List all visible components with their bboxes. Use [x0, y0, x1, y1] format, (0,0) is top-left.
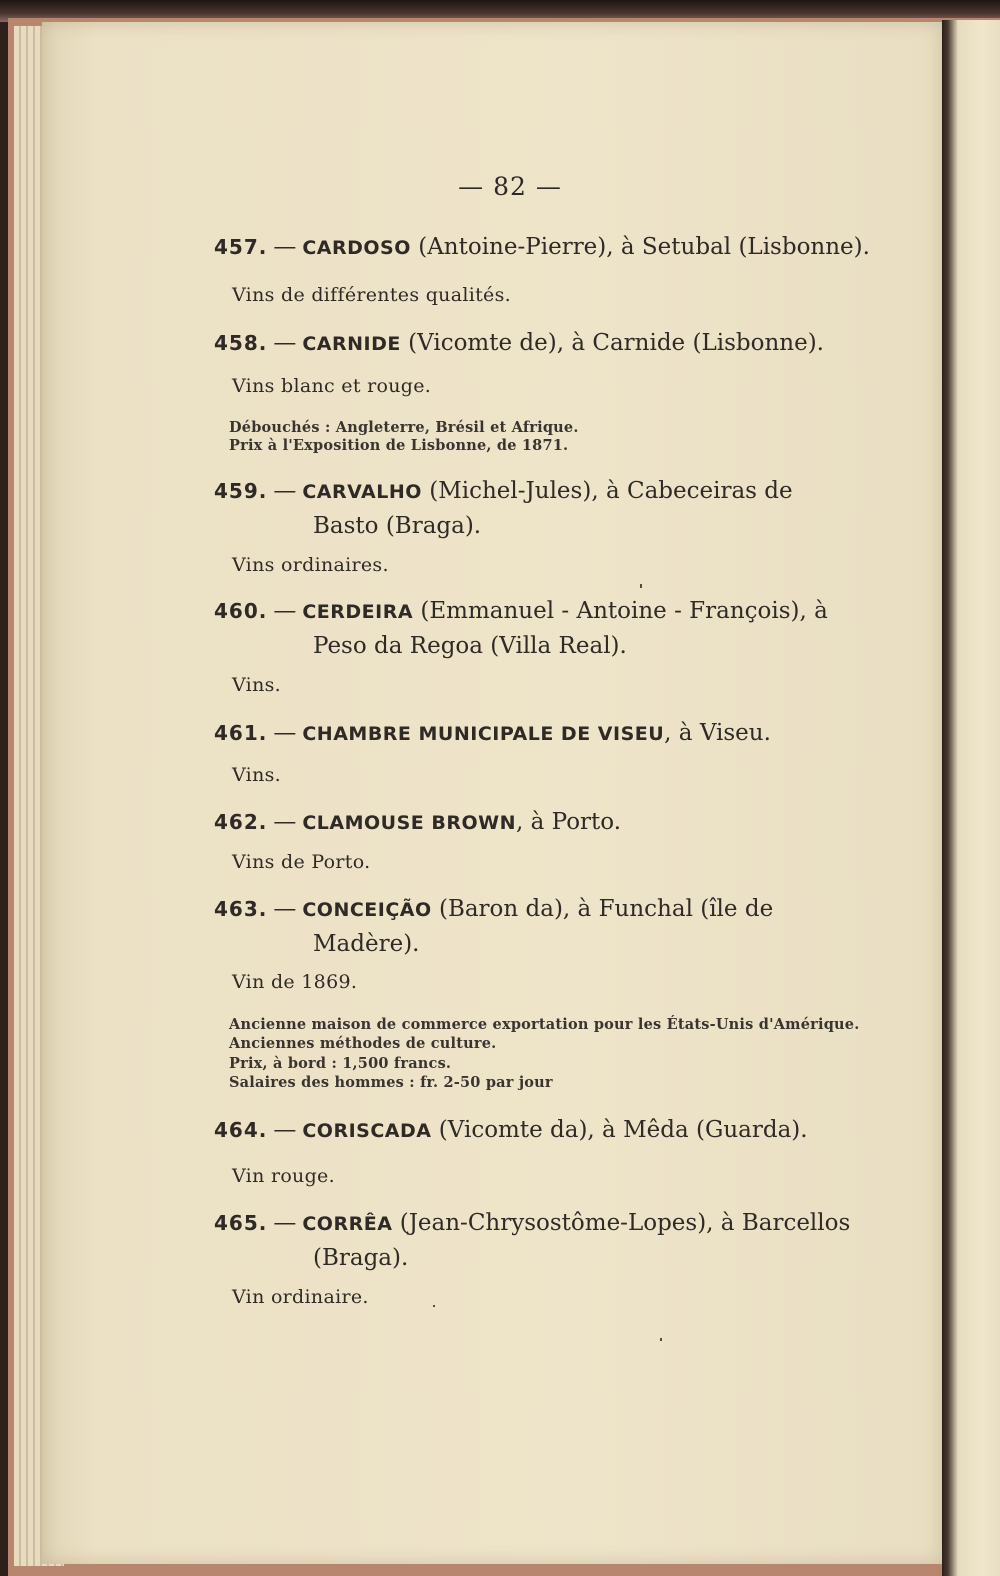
- entry-459-description: Vins ordinaires.: [232, 554, 389, 576]
- entry-details: (Antoine-Pierre), à Setubal (Lisbonne).: [410, 234, 870, 260]
- entry-name: CARVALHO: [302, 481, 422, 503]
- entry-dash: —: [273, 598, 297, 624]
- entry-number: 457.: [214, 235, 268, 259]
- entry-name: CARNIDE: [302, 333, 401, 355]
- entry-463-note-2: Anciennes méthodes de culture.: [229, 1035, 497, 1052]
- entry-details: (Vicomte de), à Carnide (Lisbonne).: [400, 330, 824, 356]
- entry-heading: [214, 326, 854, 361]
- entry-457: [214, 230, 870, 265]
- entry-continuation: Peso da Regoa (Villa Real).: [313, 633, 627, 659]
- entry-number: 460.: [214, 599, 268, 623]
- entry-name: CORRÊA: [302, 1213, 393, 1235]
- entry-dash: —: [273, 330, 297, 356]
- entry-dash: —: [273, 478, 297, 504]
- entry-460: [214, 594, 854, 663]
- entry-heading: [214, 805, 854, 840]
- entry-465: [214, 1206, 854, 1275]
- entry-dash: —: [273, 809, 297, 835]
- entry-details: (Jean-Chrysostôme-Lopes), à Barcellos: [392, 1210, 851, 1236]
- entry-462: [214, 805, 854, 840]
- entry-458: [214, 326, 854, 361]
- entry-463-description: Vin de 1869.: [232, 971, 358, 993]
- entry-heading: [214, 1206, 854, 1241]
- entry-name: CONCEIÇÃO: [302, 899, 432, 921]
- entry-name: CHAMBRE MUNICIPALE DE VISEU: [302, 723, 665, 745]
- ink-speck: [660, 1338, 662, 1341]
- entry-number: 458.: [214, 331, 268, 355]
- entry-458-note-2: Prix à l'Exposition de Lisbonne, de 1871.: [229, 437, 569, 454]
- entry-heading: [214, 594, 854, 629]
- entry-details: (Baron da), à Funchal (île de: [431, 896, 774, 922]
- entry-details: , à Porto.: [516, 809, 622, 835]
- entry-463-note-4: Salaires des hommes : fr. 2-50 par jour: [229, 1074, 553, 1091]
- entry-details: , à Viseu.: [664, 720, 771, 746]
- entry-continuation: Basto (Braga).: [313, 513, 482, 539]
- entry-continuation: (Braga).: [313, 1245, 409, 1271]
- entry-heading: [214, 474, 854, 509]
- entry-462-description: Vins de Porto.: [232, 851, 371, 873]
- entry-details: (Vicomte da), à Mêda (Guarda).: [431, 1117, 808, 1143]
- entry-460-description: Vins.: [232, 674, 281, 696]
- entry-details: (Michel-Jules), à Cabeceiras de: [421, 478, 793, 504]
- entry-461: [214, 716, 854, 751]
- entry-dash: —: [273, 234, 297, 260]
- entry-details: (Emmanuel - Antoine - François), à: [413, 598, 828, 624]
- entry-number: 459.: [214, 479, 268, 503]
- entry-heading: [214, 716, 854, 751]
- entry-number: 463.: [214, 897, 268, 921]
- entry-name: CARDOSO: [302, 237, 411, 259]
- entry-number: 462.: [214, 810, 268, 834]
- entry-464-description: Vin rouge.: [232, 1165, 335, 1187]
- entry-457-description: Vins de différentes qualités.: [232, 284, 511, 306]
- entry-heading: [214, 1113, 854, 1148]
- entry-dash: —: [273, 1117, 297, 1143]
- entry-heading: [214, 892, 854, 927]
- entry-name: CLAMOUSE BROWN: [302, 812, 517, 834]
- entry-number: 461.: [214, 721, 268, 745]
- entry-continuation: Madère).: [313, 931, 420, 957]
- entry-463-note-3: Prix, à bord : 1,500 francs.: [229, 1055, 452, 1072]
- entry-464: [214, 1113, 854, 1148]
- entry-name: CORISCADA: [302, 1120, 432, 1142]
- entry-459: [214, 474, 854, 543]
- entry-461-description: Vins.: [232, 764, 281, 786]
- entry-465-description: Vin ordinaire.: [232, 1286, 369, 1308]
- entry-463: [214, 892, 854, 961]
- entry-number: 464.: [214, 1118, 268, 1142]
- entry-dash: —: [273, 720, 297, 746]
- entry-463-note-1: Ancienne maison de commerce exportation pour les États-Unis d'Amérique.: [229, 1016, 860, 1033]
- ink-speck: [640, 584, 642, 588]
- entry-dash: —: [273, 896, 297, 922]
- entry-458-note-1: Débouchés : Angleterre, Brésil et Afrique.: [229, 419, 579, 436]
- entry-dash: —: [273, 1210, 297, 1236]
- ink-speck: [433, 1305, 435, 1307]
- entry-458-description: Vins blanc et rouge.: [232, 375, 432, 397]
- page-number: — 82 —: [458, 172, 562, 201]
- entry-name: CERDEIRA: [302, 601, 414, 623]
- entry-heading: [214, 230, 870, 265]
- entry-number: 465.: [214, 1211, 268, 1235]
